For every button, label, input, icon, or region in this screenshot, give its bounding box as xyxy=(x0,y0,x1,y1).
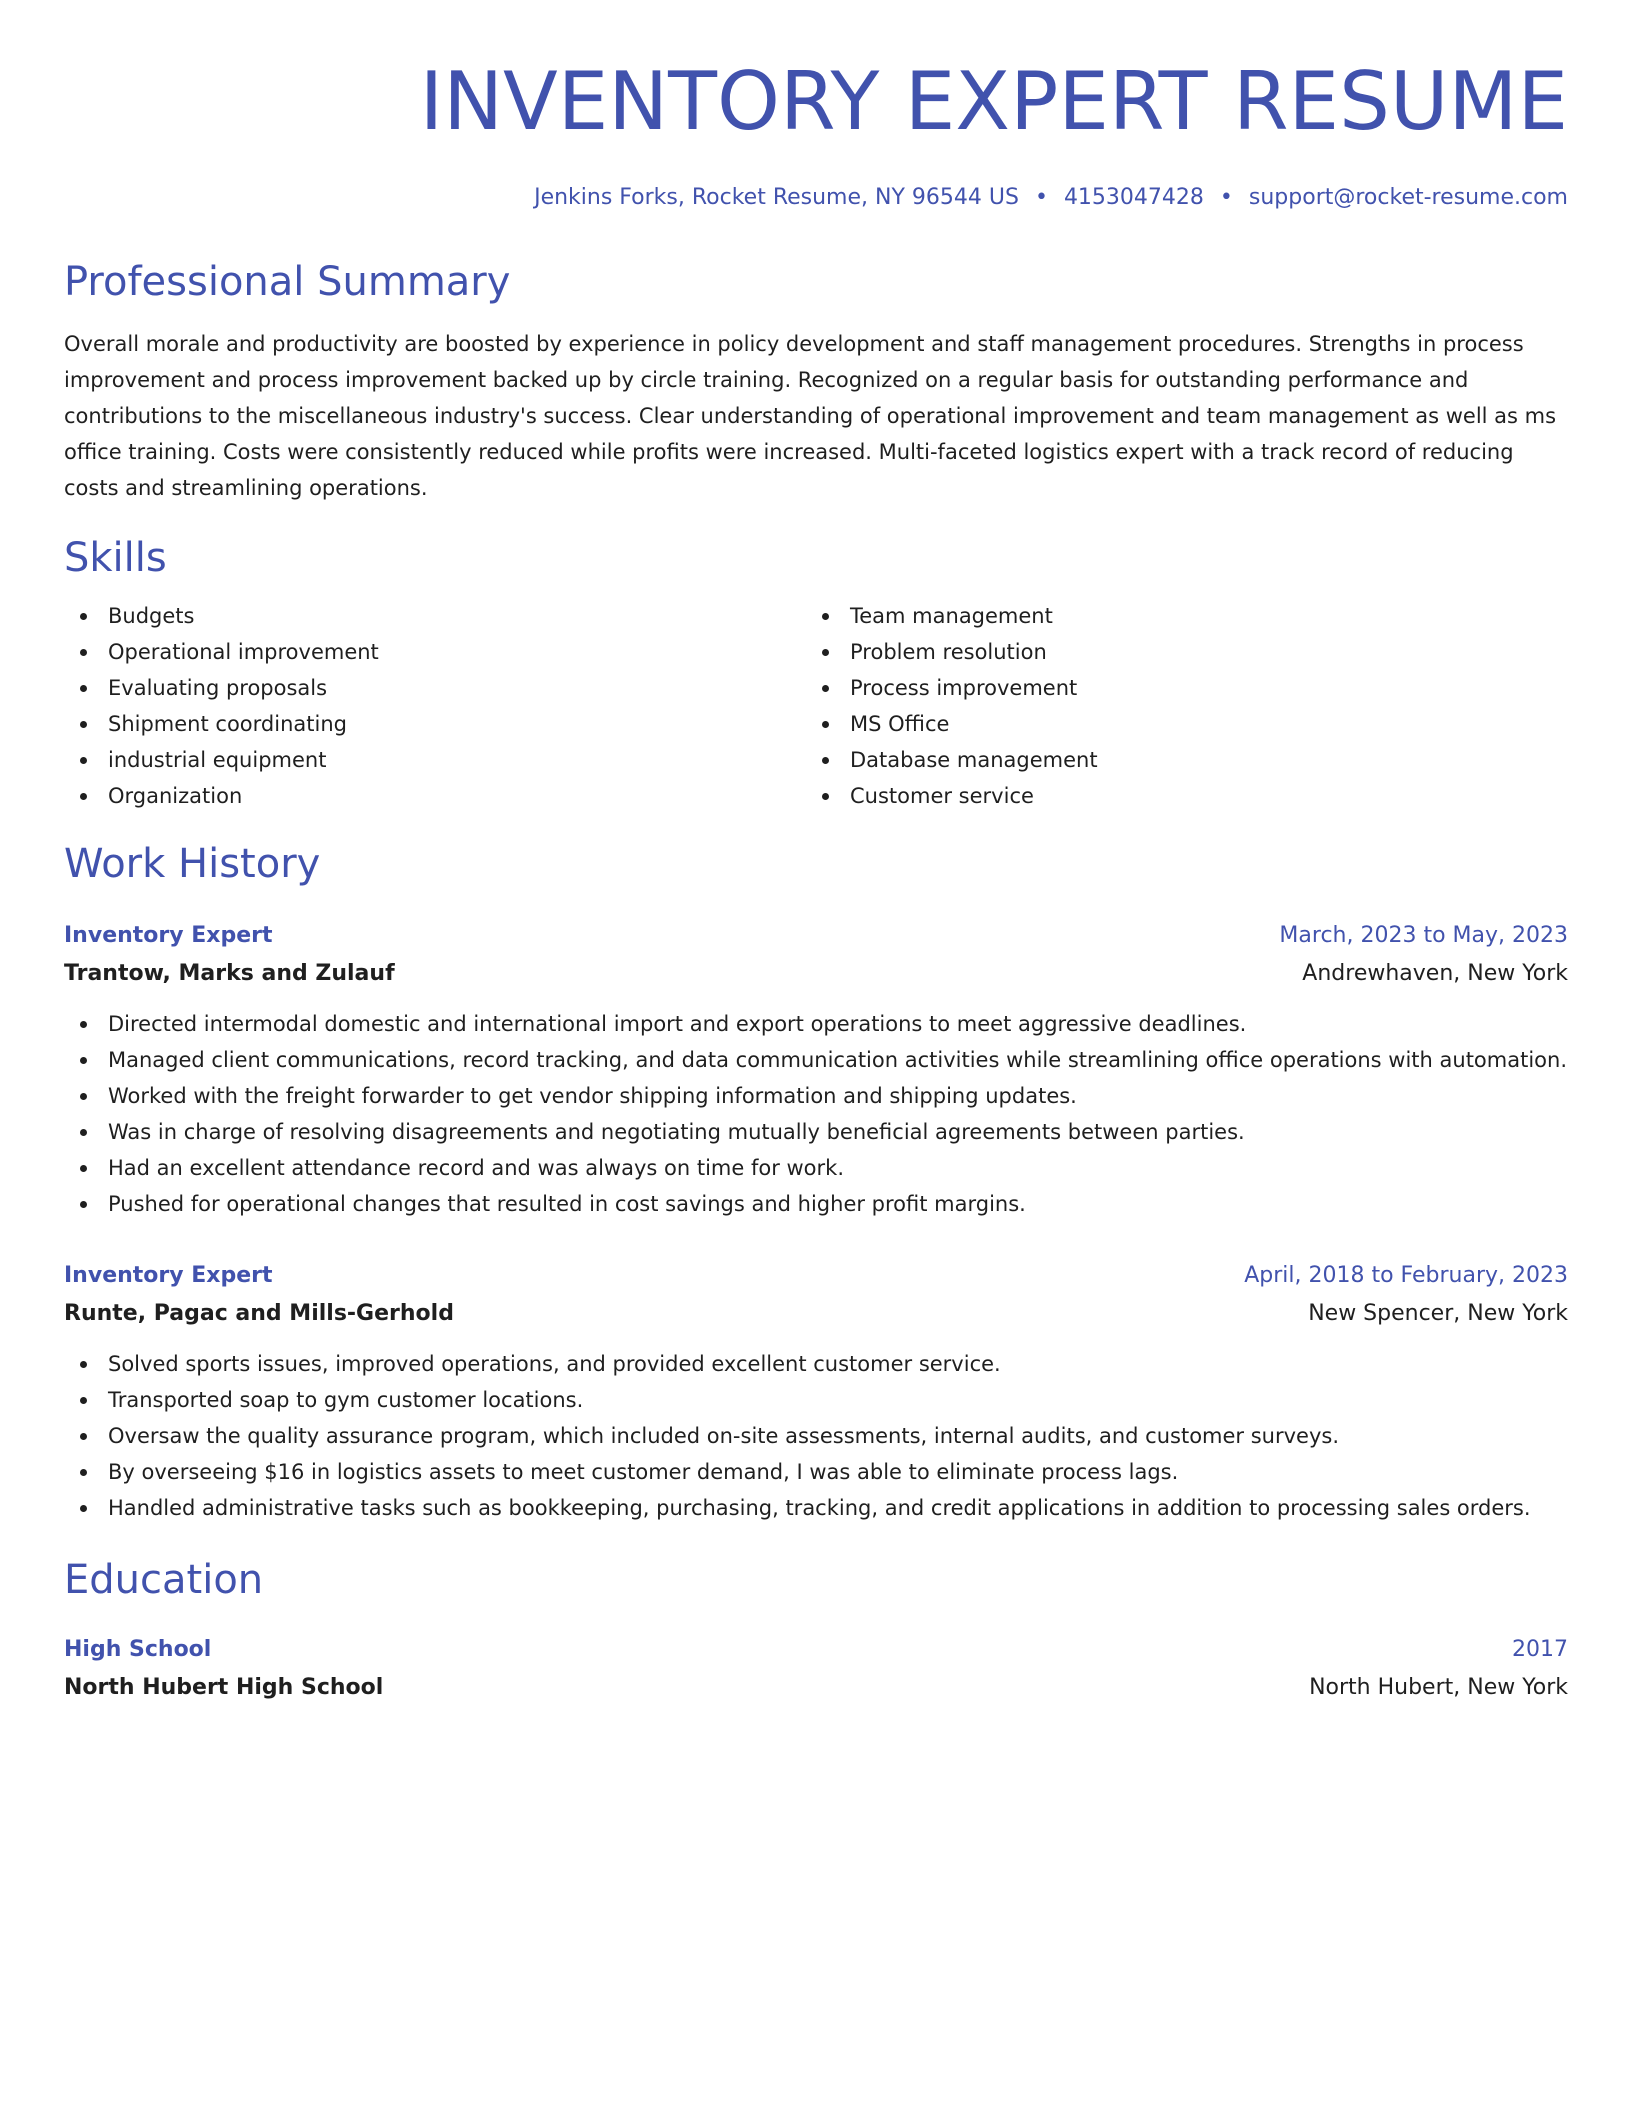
skill-item: Budgets xyxy=(64,598,806,634)
skills-list-left xyxy=(64,598,806,814)
resume-header xyxy=(64,0,1568,214)
job-bullets xyxy=(64,1346,1568,1526)
education-heading: Education xyxy=(64,1557,264,1603)
job-bullet: Handled administrative tasks such as bookkeeping, purchasing, tracking, and credit applications in addition to processing sales orders. xyxy=(64,1490,1568,1526)
skill-item: Customer service xyxy=(806,778,1548,814)
job-bullet: Transported soap to gym customer locations. xyxy=(64,1382,1568,1418)
skill-item: Process improvement xyxy=(806,670,1548,706)
skill-item: Team management xyxy=(806,598,1548,634)
contact-phone: 4153047428 xyxy=(1063,185,1204,210)
skill-item: Organization xyxy=(64,778,806,814)
education-entry xyxy=(64,1632,1568,1708)
job-bullet: By overseeing $16 in logistics assets to meet customer demand, I was able to eliminate process lags. xyxy=(64,1454,1568,1490)
job-bullet: Had an excellent attendance record and was always on time for work. xyxy=(64,1150,1568,1186)
contact-email[interactable]: support@rocket-resume.com xyxy=(1248,185,1568,210)
job-company-row xyxy=(64,954,1568,994)
job-company-row xyxy=(64,1294,1568,1334)
skill-item: Database management xyxy=(806,742,1548,778)
education-school: North Hubert High School xyxy=(64,1675,384,1700)
skill-item: Evaluating proposals xyxy=(64,670,806,706)
job-entry xyxy=(64,918,1568,1222)
skill-item: Problem resolution xyxy=(806,634,1548,670)
contact-line xyxy=(64,182,1568,214)
job-role: Inventory Expert xyxy=(64,1263,273,1288)
work-history-heading: Work History xyxy=(64,841,321,887)
job-entry xyxy=(64,1258,1568,1526)
job-bullets xyxy=(64,1006,1568,1222)
job-role: Inventory Expert xyxy=(64,923,273,948)
page-title: INVENTORY EXPERT RESUME xyxy=(419,55,1568,148)
job-header-row xyxy=(64,918,1568,954)
job-bullet: Pushed for operational changes that resulted in cost savings and higher profit margins. xyxy=(64,1186,1568,1222)
skill-item: Shipment coordinating xyxy=(64,706,806,742)
skill-item: MS Office xyxy=(806,706,1548,742)
job-bullet: Was in charge of resolving disagreements and negotiating mutually beneficial agreements between parties. xyxy=(64,1114,1568,1150)
job-bullet: Oversaw the quality assurance program, which included on-site assessments, internal audits, and customer surveys. xyxy=(64,1418,1568,1454)
education-section xyxy=(64,1554,1568,1708)
job-location: Andrewhaven, New York xyxy=(1302,961,1568,986)
skills-section xyxy=(64,532,1568,814)
contact-separator: • xyxy=(1219,185,1233,210)
job-company: Trantow, Marks and Zulauf xyxy=(64,961,395,986)
summary-section xyxy=(64,256,1568,506)
education-header-row xyxy=(64,1632,1568,1668)
job-dates: March, 2023 to May, 2023 xyxy=(1279,923,1568,948)
education-school-row xyxy=(64,1668,1568,1708)
contact-separator: • xyxy=(1034,185,1048,210)
summary-text: Overall morale and productivity are boosted by experience in policy development and staff management procedures. Strengths in process improvement and process improvement backed up by circle training. Recognized on a regular basis for outstanding performance and contributions to the miscellaneous industry's success. Clear understanding of operational improvement and team management as well as ms office training. Costs were consistently reduced while profits were increased. Multi-faceted logistics expert with a track record of reducing costs and streamlining operations. xyxy=(64,332,1557,500)
job-header-row xyxy=(64,1258,1568,1294)
resume-page xyxy=(64,0,1568,1708)
job-bullet: Worked with the freight forwarder to get vendor shipping information and shipping updates. xyxy=(64,1078,1568,1114)
job-bullet: Directed intermodal domestic and international import and export operations to meet aggressive deadlines. xyxy=(64,1006,1568,1042)
job-dates: April, 2018 to February, 2023 xyxy=(1244,1263,1568,1288)
job-bullet: Managed client communications, record tracking, and data communication activities while streamlining office operations with automation. xyxy=(64,1042,1568,1078)
job-company: Runte, Pagac and Mills-Gerhold xyxy=(64,1301,454,1326)
skills-list-right xyxy=(806,598,1548,814)
job-bullet: Solved sports issues, improved operations, and provided excellent customer service. xyxy=(64,1346,1568,1382)
job-location: New Spencer, New York xyxy=(1308,1301,1568,1326)
education-degree: High School xyxy=(64,1637,212,1662)
work-history-section xyxy=(64,838,1568,1526)
skills-heading: Skills xyxy=(64,535,167,581)
skill-item: Operational improvement xyxy=(64,634,806,670)
skill-item: industrial equipment xyxy=(64,742,806,778)
education-year: 2017 xyxy=(1512,1637,1568,1662)
contact-address: Jenkins Forks, Rocket Resume, NY 96544 US xyxy=(534,185,1019,210)
summary-heading: Professional Summary xyxy=(64,259,511,305)
skills-grid xyxy=(64,598,1568,814)
education-location: North Hubert, New York xyxy=(1309,1675,1568,1700)
